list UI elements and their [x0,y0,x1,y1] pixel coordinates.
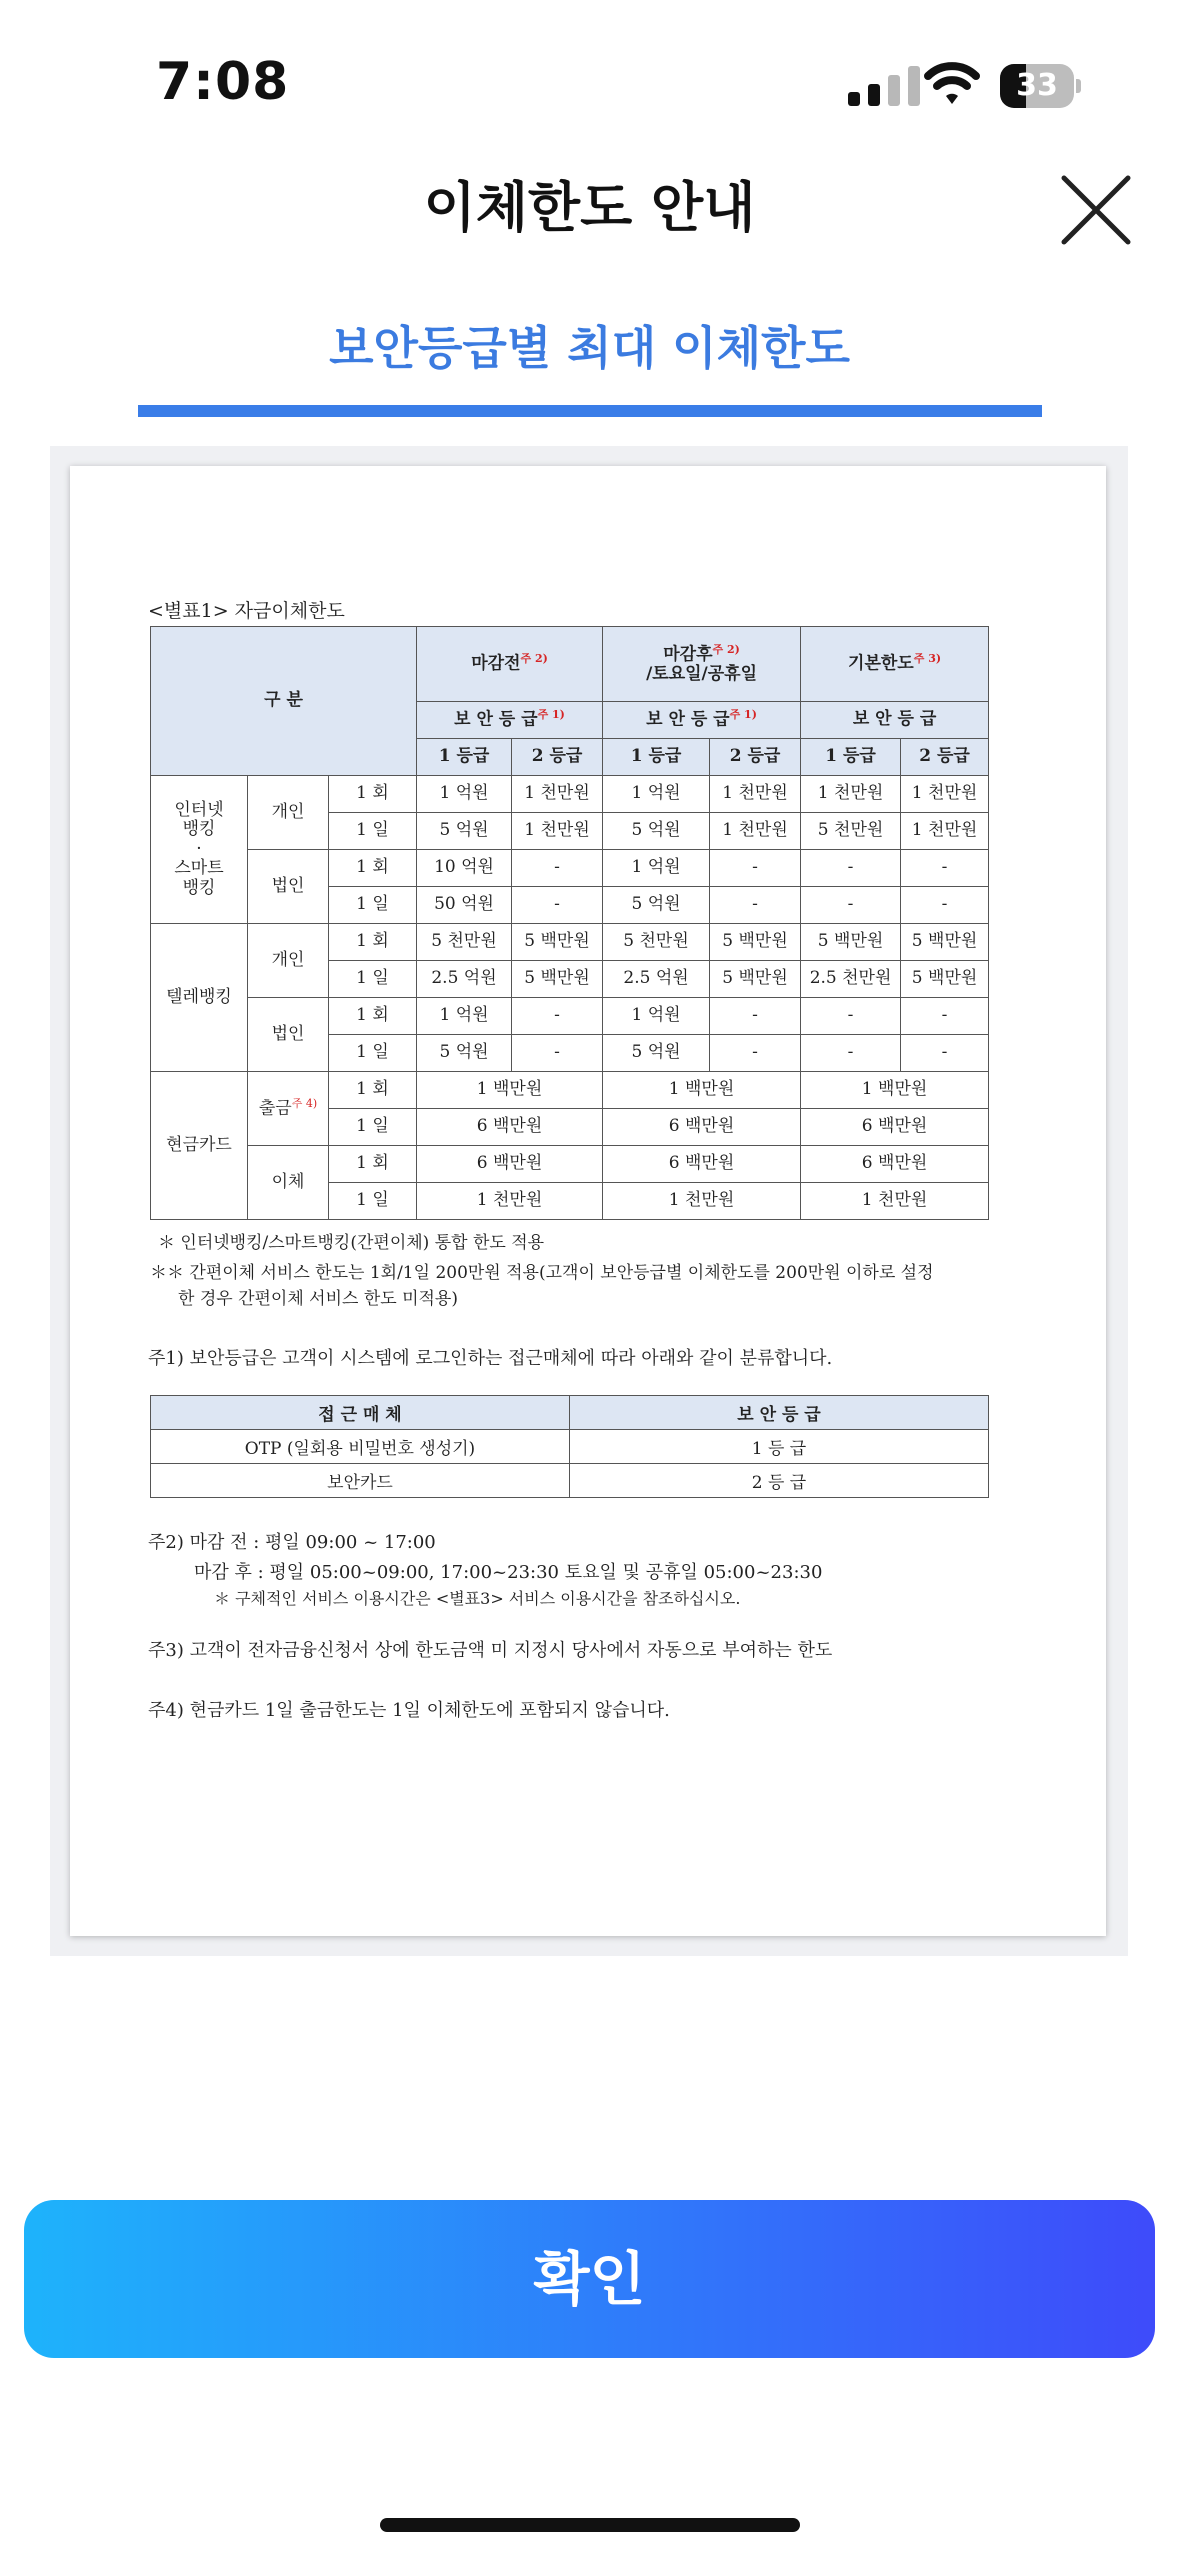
table-cell: 보안카드 [151,1464,570,1498]
table-cell: 6 백만원 [417,1109,603,1146]
table-cell: 10 억원 [417,850,512,887]
table-cell: 2.5 억원 [603,961,710,998]
document-page [70,466,1106,1936]
battery-icon [1000,64,1078,108]
tab-active-indicator [138,405,1042,417]
category-cash-card: 현금카드 [151,1072,248,1220]
table-cell: 1 억원 [603,776,710,813]
header-after-close: 마감후$^{주 2)}$ /토요일/공휴일 [603,627,801,702]
table-cell: 1 억원 [417,998,512,1035]
table-cell: 5 천만원 [417,924,512,961]
subcategory-personal: 개인 [248,776,329,850]
category-internet-banking: 인터넷 뱅킹 · 스마트 뱅킹 [151,776,248,924]
note-star1: ＊ 인터넷뱅킹/스마트뱅킹(간편이체) 통합 한도 적용 [158,1233,545,1253]
table-cell: - [801,850,901,887]
period-daily: 1 일 [329,813,417,850]
table-cell: 5 억원 [603,813,710,850]
subcategory-transfer: 이체 [248,1146,329,1220]
table-cell: 1 천만원 [901,813,989,850]
table-cell: 1 백만원 [801,1072,989,1109]
table-row [151,1072,989,1109]
table-cell: - [901,887,989,924]
home-indicator[interactable] [380,2518,800,2532]
table-cell: 1 등 급 [570,1430,989,1464]
period-once: 1 회 [329,1146,417,1183]
close-icon[interactable] [1058,172,1134,248]
table-cell: - [801,887,901,924]
table-row [151,1430,989,1464]
table-cell: 1 천만원 [603,1183,801,1220]
footnote-2-after: 마감 후 : 평일 05:00~09:00, 17:00~23:30 토요일 및 공휴일 05:00~23:30 [194,1562,823,1583]
table-cell: 5 억원 [603,887,710,924]
wifi-icon [924,60,980,108]
footnote-2-detail: ＊ 구체적인 서비스 이용시간은 <별표3> 서비스 이용시간을 참조하십시오. [214,1589,741,1608]
table-cell: 5 백만원 [710,924,801,961]
table-cell: 6 백만원 [801,1109,989,1146]
table-cell: 1 천만원 [710,813,801,850]
header-gubun: 구 분 [151,627,417,776]
header-grade-1: 1 등급 [417,739,512,776]
table-cell: - [710,850,801,887]
header-grade-2: 2 등급 [512,739,603,776]
table-cell: - [710,998,801,1035]
table-cell: - [512,887,603,924]
header-grade-2: 2 등급 [710,739,801,776]
table-cell: - [901,998,989,1035]
table-cell: 1 억원 [417,776,512,813]
table-cell: 5 억원 [603,1035,710,1072]
table-cell: 1 천만원 [710,776,801,813]
table-cell: 5 백만원 [901,924,989,961]
subcategory-withdraw: 출금$^{주 4)}$ [248,1072,329,1146]
table-cell: 5 백만원 [512,961,603,998]
footnote-3: 주3) 고객이 전자금융신청서 상에 한도금액 미 지정시 당사에서 자동으로 부여하는 한도 [148,1640,833,1661]
period-once: 1 회 [329,776,417,813]
table-cell: 2.5 천만원 [801,961,901,998]
header-security-grade: 보 안 등 급$^{주 1)}$ [603,702,801,739]
table-row [151,998,989,1035]
status-time: 7:08 [156,52,290,112]
category-tele-banking: 텔레뱅킹 [151,924,248,1072]
confirm-button[interactable]: 확인 [24,2200,1155,2358]
table-cell: 6 백만원 [603,1109,801,1146]
table-cell: 1 천만원 [512,813,603,850]
footnote-2: 주2) 마감 전 : 평일 09:00 ~ 17:00 [148,1532,436,1553]
table-cell: 50 억원 [417,887,512,924]
table-cell: 5 백만원 [801,924,901,961]
footnote-1: 주1) 보안등급은 고객이 시스템에 로그인하는 접근매체에 따라 아래와 같이 분류합니다. [148,1348,833,1369]
table-cell: 5 억원 [417,813,512,850]
period-once: 1 회 [329,1072,417,1109]
table-cell: 5 천만원 [603,924,710,961]
header-security-grade: 보 안 등 급$^{주 1)}$ [417,702,603,739]
access-media-table [150,1395,989,1498]
table-cell: OTP (일회용 비밀번호 생성기) [151,1430,570,1464]
table-row [151,850,989,887]
battery-level: 33 [1016,68,1058,103]
table-row [151,776,989,813]
subcategory-corporate: 법인 [248,850,329,924]
table-cell: 1 천만원 [801,776,901,813]
table-cell: 1 천만원 [417,1183,603,1220]
footnote-4: 주4) 현금카드 1일 출금한도는 1일 이체한도에 포함되지 않습니다. [148,1700,670,1721]
table-cell: 2 등 급 [570,1464,989,1498]
period-once: 1 회 [329,924,417,961]
table-row [151,1146,989,1183]
table-cell: 1 천만원 [512,776,603,813]
table-cell: 5 백만원 [512,924,603,961]
header-security-grade: 보 안 등 급 [801,702,989,739]
table-cell: 1 백만원 [417,1072,603,1109]
period-daily: 1 일 [329,887,417,924]
table-cell: - [512,1035,603,1072]
note-star2-cont: 한 경우 간편이체 서비스 한도 미적용) [178,1289,458,1309]
table-row [151,924,989,961]
table-cell: 1 천만원 [801,1183,989,1220]
table-cell: - [710,887,801,924]
page-title: 이체한도 안내 [423,176,756,239]
header-basic-limit: 기본한도$^{주 3)}$ [801,627,989,702]
period-once: 1 회 [329,998,417,1035]
cellular-signal-icon [848,66,926,106]
table-cell: 5 억원 [417,1035,512,1072]
subcategory-personal: 개인 [248,924,329,998]
status-bar [0,0,1179,160]
header-before-close: 마감전$^{주 2)}$ [417,627,603,702]
table-cell: - [801,998,901,1035]
period-daily: 1 일 [329,1183,417,1220]
subcategory-corporate: 법인 [248,998,329,1072]
table-cell: 1 억원 [603,850,710,887]
table-cell: 5 백만원 [710,961,801,998]
table-row [151,1464,989,1498]
table-cell: - [901,1035,989,1072]
period-daily: 1 일 [329,1109,417,1146]
transfer-limit-table [150,626,989,1220]
table-cell: - [901,850,989,887]
header-grade-2: 2 등급 [901,739,989,776]
header-security-grade: 보 안 등 급 [570,1396,989,1430]
header-access-media: 접 근 매 체 [151,1396,570,1430]
period-daily: 1 일 [329,1035,417,1072]
header-grade-1: 1 등급 [801,739,901,776]
table-cell: 1 백만원 [603,1072,801,1109]
period-once: 1 회 [329,850,417,887]
table-cell: - [710,1035,801,1072]
table-cell: 6 백만원 [417,1146,603,1183]
period-daily: 1 일 [329,961,417,998]
table-cell: - [512,850,603,887]
table-cell: - [512,998,603,1035]
table-cell: 2.5 억원 [417,961,512,998]
doc-caption: <별표1> 자금이체한도 [148,600,345,622]
table-cell: 1 천만원 [901,776,989,813]
table-cell: 6 백만원 [603,1146,801,1183]
table-cell: 1 억원 [603,998,710,1035]
table-cell: - [801,1035,901,1072]
table-cell: 5 백만원 [901,961,989,998]
table-cell: 6 백만원 [801,1146,989,1183]
header-grade-1: 1 등급 [603,739,710,776]
note-star2: ＊＊ 간편이체 서비스 한도는 1회/1일 200만원 적용(고객이 보안등급별 이체한도를 200만원 이하로 설정 [150,1263,934,1283]
tab-security-grade-limits[interactable]: 보안등급별 최대 이체한도 [329,321,850,375]
table-cell: 5 천만원 [801,813,901,850]
